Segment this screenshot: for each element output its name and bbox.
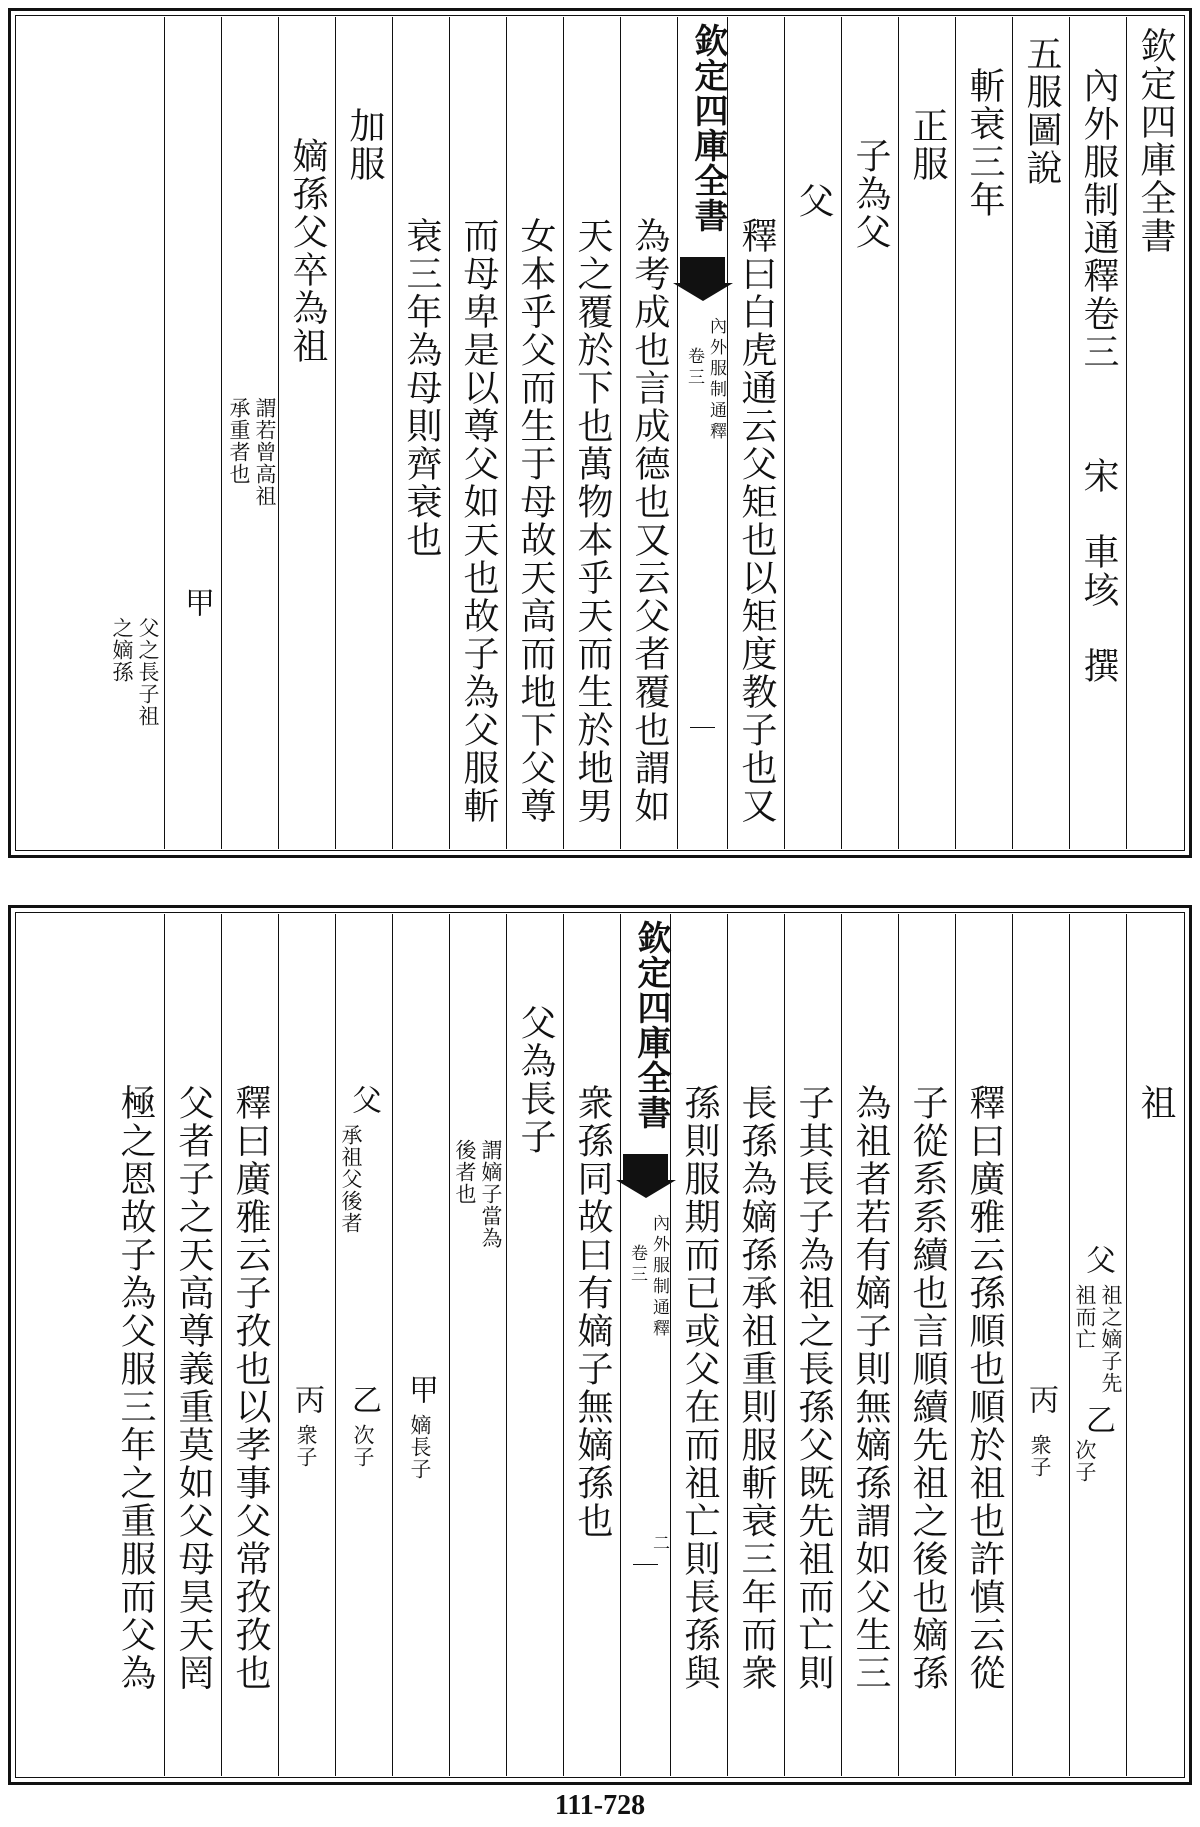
yi-son-label: 乙 — [346, 1384, 381, 1416]
fu-heir-label: 父 — [346, 1084, 381, 1116]
center-side-volume: 卷三 — [684, 347, 704, 389]
col-section — [1012, 17, 1069, 849]
col-bing-grandson — [1012, 914, 1069, 1776]
col-text-2 — [620, 17, 677, 849]
col-zhangzi — [506, 914, 563, 1776]
bing-son-note: 衆子 — [294, 1424, 318, 1468]
center-side-title: 內外服制通釋 — [706, 317, 726, 443]
col-text-3 — [563, 17, 620, 849]
fishtail-mark — [680, 257, 725, 283]
col-p2-text-1 — [955, 914, 1012, 1776]
col-text-1 — [727, 17, 784, 849]
zi-wei-fu-label: 子為父 — [850, 137, 891, 251]
center-fold — [677, 17, 727, 849]
col-text-6 — [392, 17, 449, 849]
p2-text-line-2: 子從系系續也言順續先祖之後也嫡孫 — [907, 1084, 948, 1692]
col-bing-son — [278, 914, 335, 1776]
dishun-label: 嫡孫父卒為祖 — [287, 137, 328, 365]
zhangzi-note: 謂嫡子當為後者也 — [453, 1139, 503, 1249]
page-lower — [8, 905, 1192, 1785]
col-jia — [164, 17, 221, 849]
col-jiafu — [335, 17, 392, 849]
mourning-grade: 斬衰三年 — [964, 67, 1005, 219]
section-title: 五服圖說 — [1021, 35, 1062, 187]
center-running-head: 欽定四庫全書 — [688, 23, 728, 233]
running-head: 欽定四庫全書 — [1135, 27, 1176, 255]
col-zu — [1126, 914, 1183, 1776]
center-fold-2 — [620, 914, 670, 1776]
text-line-6: 衰三年為母則齊衰也 — [401, 217, 442, 559]
book-title: 內外服制通釋卷三 — [1078, 67, 1119, 371]
p2-text-line-7: 衆孫同故曰有嫡子無嫡孫也 — [572, 1084, 613, 1540]
p2-text-line-1: 釋曰廣雅云孫順也順於祖也許慎云從 — [964, 1084, 1005, 1692]
col-jia-note — [107, 17, 164, 849]
jiafu-label: 加服 — [344, 107, 385, 183]
p2-text-line-9: 父者子之天高尊義重莫如父母昊天罔 — [173, 1084, 214, 1692]
col-p2-text-10 — [107, 914, 164, 1776]
col-fu — [784, 17, 841, 849]
bing-grandson-note: 衆子 — [1028, 1434, 1052, 1478]
fu-branch-label: 父 — [1080, 1244, 1115, 1276]
bing-grandson-label: 丙 — [1023, 1384, 1058, 1416]
col-zi-wei-fu — [841, 17, 898, 849]
page-upper — [8, 8, 1192, 858]
col-dishun-note — [221, 17, 278, 849]
bing-son-label: 丙 — [289, 1384, 324, 1416]
fu-label: 父 — [793, 182, 834, 220]
jia-label: 甲 — [179, 587, 214, 619]
col-dishun — [278, 17, 335, 849]
col-book-title — [1069, 17, 1126, 849]
col-jia-son — [392, 914, 449, 1776]
text-line-3: 天之覆於下也萬物本乎天而生於地男 — [572, 217, 613, 825]
p2-text-line-8: 釋曰廣雅云子孜也以孝事父常孜孜也 — [230, 1084, 271, 1692]
zhengfu-label: 正服 — [907, 107, 948, 183]
col-p2-text-8 — [221, 914, 278, 1776]
zu-label: 祖 — [1135, 1084, 1176, 1122]
yi-grandson-label: 乙 — [1080, 1404, 1115, 1436]
fishtail-mark-2 — [623, 1154, 668, 1180]
dishun-note: 謂若曾高祖承重者也 — [227, 397, 277, 507]
yi-son-note: 次子 — [351, 1424, 375, 1468]
center-divider — [690, 727, 715, 728]
text-line-4: 女本乎父而生于母故天高而地下父尊 — [515, 217, 556, 825]
p2-text-line-6: 孫則服期而已或父在而祖亡則長孫與 — [679, 1084, 720, 1692]
col-zhengfu — [898, 17, 955, 849]
fu-heir-note: 承祖父後者 — [339, 1124, 363, 1234]
col-p2-text-6 — [670, 914, 727, 1776]
page-number: 二 — [649, 1534, 669, 1551]
text-line-5: 而母卑是以尊父如天也故子為父服斬 — [458, 217, 499, 825]
yi-grandson-note: 次子 — [1073, 1439, 1097, 1483]
center-side-title-2: 內外服制通釋 — [649, 1214, 669, 1340]
jia-son-label: 甲 — [403, 1374, 438, 1406]
author: 宋 車垓 撰 — [1078, 457, 1119, 685]
center-running-head-2: 欽定四庫全書 — [631, 920, 671, 1130]
col-text-5 — [449, 17, 506, 849]
col-zhangzi-note — [449, 914, 506, 1776]
jia-note: 父之長子祖之嫡孫 — [110, 617, 160, 727]
col-p2-text-7 — [563, 914, 620, 1776]
text-line-2: 為考成也言成德也又云父者覆也謂如 — [629, 217, 670, 825]
text-line-1: 釋曰白虎通云父矩也以矩度教子也又 — [736, 217, 777, 825]
col-p2-text-4 — [784, 914, 841, 1776]
col-fu-heir — [335, 914, 392, 1776]
center-side-volume-2: 卷三 — [627, 1244, 647, 1286]
page-footer-number: 111-728 — [554, 1790, 646, 1821]
p2-text-line-3: 為祖者若有嫡子則無嫡孫謂如父生三 — [850, 1084, 891, 1692]
p2-text-line-5: 長孫為嫡孫承祖重則服斬衰三年而衆 — [736, 1084, 777, 1692]
col-p2-text-5 — [727, 914, 784, 1776]
col-mourning — [955, 17, 1012, 849]
p2-text-line-4: 子其長子為祖之長孫父既先祖而亡則 — [793, 1084, 834, 1692]
p2-text-line-10: 極之恩故子為父服三年之重服而父為 — [115, 1084, 156, 1692]
col-fu-branch — [1069, 914, 1126, 1776]
jia-son-note: 嫡長子 — [408, 1414, 432, 1480]
col-running-head — [1126, 17, 1183, 849]
col-p2-text-9 — [164, 914, 221, 1776]
center-divider-2 — [633, 1564, 658, 1565]
col-text-4 — [506, 17, 563, 849]
fu-branch-note: 祖之嫡子先祖而亡 — [1073, 1284, 1123, 1394]
zhangzi-label: 父為長子 — [515, 1004, 556, 1156]
col-p2-text-3 — [841, 914, 898, 1776]
col-p2-text-2 — [898, 914, 955, 1776]
